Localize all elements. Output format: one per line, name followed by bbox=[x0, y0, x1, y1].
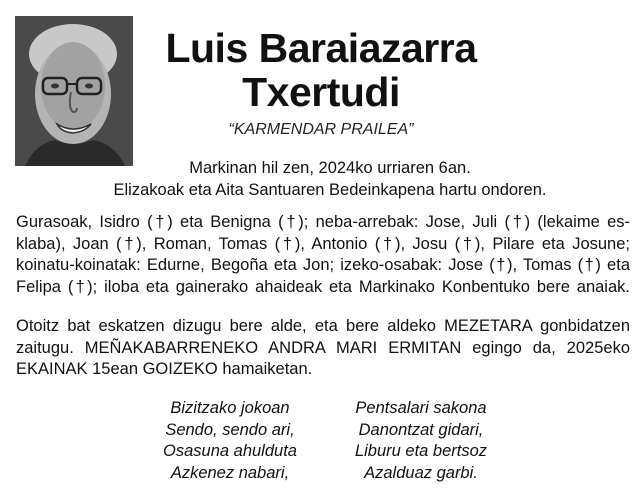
poem-line: Pentsalari sakona bbox=[355, 399, 487, 417]
family-line: Gurasoak, Isidro (†) eta Benigna (†); neba-arrebak: Jose, Juli (†) (lekaime es- bbox=[16, 213, 630, 231]
intro-line: Markinan hil zen, 2024ko urriaren 6an. bbox=[189, 159, 471, 177]
poem-line: Liburu eta bertsoz bbox=[354, 442, 488, 460]
family-line: koinatu-koinatak: Edurne, Begoña eta Jon; izeko-osabak: Jose (†), Tomas (†) eta bbox=[16, 256, 630, 274]
death-announcement bbox=[40, 157, 620, 201]
poem-line: Azalduaz garbi. bbox=[364, 463, 478, 482]
prayer-line: zaitugu. MEÑAKABARRENEKO ANDRA MARI ERMITAN egingo da, 2025eko bbox=[16, 338, 630, 357]
poem-line: Osasuna ahulduta bbox=[163, 442, 297, 460]
poem-line: Bizitzako jokoan bbox=[170, 399, 290, 417]
family-line: klaba), Joan (†), Roman, Tomas (†), Antonio (†), Josu (†), Pilare eta Josune; bbox=[16, 234, 630, 253]
poem-line: Danontzat gidari, bbox=[358, 420, 484, 439]
nickname: “KARMENDAR PRAILEA” bbox=[228, 121, 414, 138]
family-line: Felipa (†); iloba eta gainerako ahaideak eta Markinako Konbentuko bere anaiak. bbox=[16, 277, 630, 296]
prayer-line: EKAINAK 15ean GOIZEKO hamaiketan. bbox=[16, 360, 313, 378]
poem-right-stanza bbox=[336, 398, 506, 484]
deceased-name-second-line: Txertudi bbox=[242, 69, 400, 115]
prayer-paragraph bbox=[16, 316, 630, 381]
intro-line: Elizakoak eta Aita Santuaren Bedeinkapena hartu ondoren. bbox=[113, 181, 547, 199]
poem-line: Sendo, sendo ari, bbox=[165, 420, 295, 439]
prayer-line: Otoitz bat eskatzen dizugu bere alde, eta bere aldeko MEZETARA gonbidatzen bbox=[16, 317, 630, 335]
portrait-photo bbox=[15, 16, 133, 166]
poem-line: Azkenez nabari, bbox=[170, 463, 290, 482]
deceased-name-first-line: Luis Baraiazarra bbox=[165, 25, 477, 71]
family-paragraph bbox=[16, 212, 630, 298]
poem-left-stanza bbox=[145, 398, 315, 484]
